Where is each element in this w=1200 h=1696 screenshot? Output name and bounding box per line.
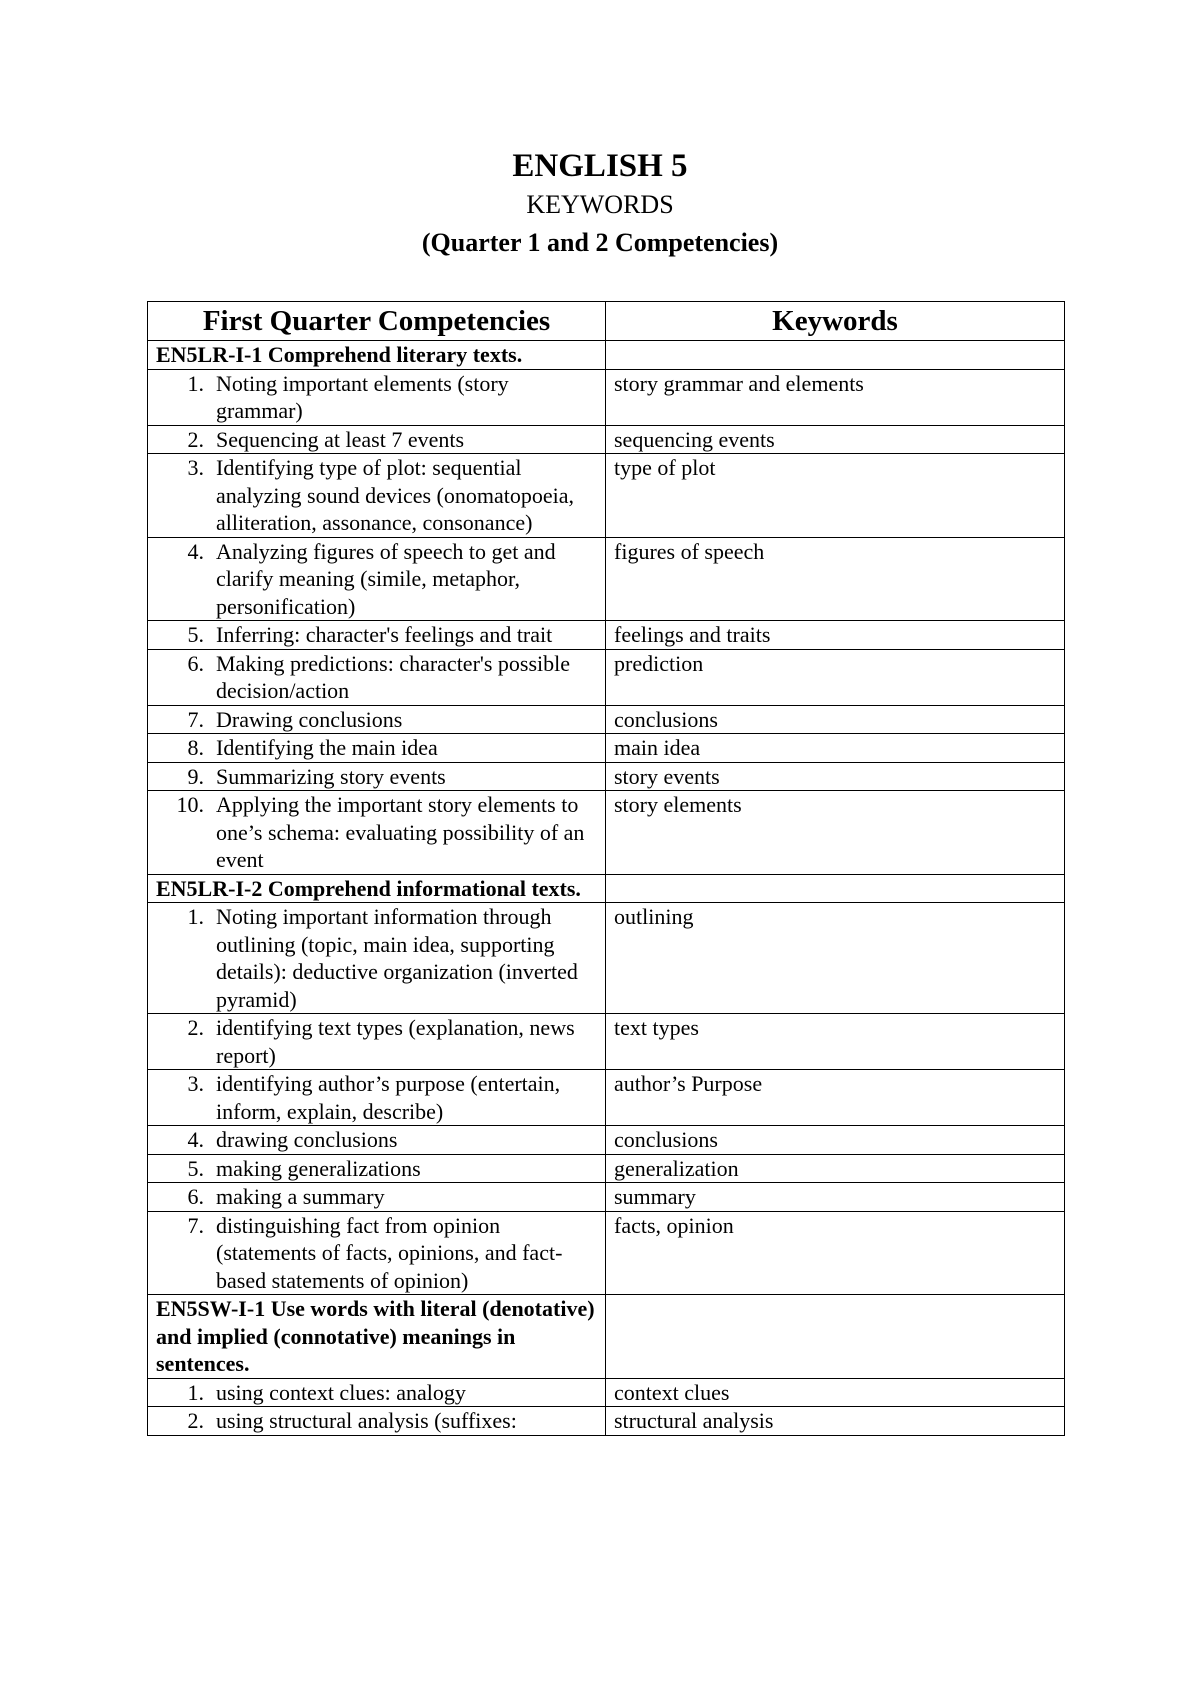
table-row — [148, 621, 1065, 650]
keyword-cell: type of plot — [606, 454, 1065, 538]
section-row — [148, 1295, 1065, 1379]
competency-cell — [148, 1183, 606, 1212]
competency-cell — [148, 454, 606, 538]
competency-cell — [148, 1378, 606, 1407]
list-item — [156, 903, 597, 1013]
item-number: 7. — [187, 706, 204, 732]
list-item — [156, 1070, 597, 1125]
item-text: drawing conclusions — [216, 1127, 398, 1152]
document-subtitle: KEYWORDS — [526, 190, 674, 219]
table-row — [148, 1014, 1065, 1070]
keyword-cell: context clues — [606, 1378, 1065, 1407]
competency-cell — [148, 369, 606, 425]
item-text: Noting important elements (story grammar) — [216, 370, 509, 423]
keyword-cell: prediction — [606, 649, 1065, 705]
item-text: making generalizations — [216, 1155, 421, 1181]
competency-cell — [148, 1407, 606, 1436]
competency-cell — [148, 1211, 606, 1295]
table-row — [148, 705, 1065, 734]
item-text: making a summary — [216, 1184, 385, 1209]
list-item — [156, 706, 597, 734]
item-number: 4. — [187, 1127, 204, 1152]
item-text: Sequencing at least 7 events — [216, 426, 465, 452]
keyword-cell: conclusions — [606, 705, 1065, 734]
keyword-cell: structural analysis — [606, 1407, 1065, 1436]
item-number: 5. — [187, 622, 204, 647]
table-row — [148, 762, 1065, 791]
table-row — [148, 425, 1065, 454]
keyword-cell: text types — [606, 1014, 1065, 1070]
list-item — [156, 1212, 597, 1295]
competency-cell — [148, 1295, 606, 1379]
list-item — [156, 791, 597, 874]
competency-cell — [148, 1126, 606, 1155]
item-number: 6. — [187, 650, 204, 676]
keyword-cell: generalization — [606, 1154, 1065, 1183]
section-heading: EN5LR-I-2 Comprehend informational texts. — [156, 875, 581, 901]
competency-cell — [148, 762, 606, 791]
competency-cell — [148, 1070, 606, 1126]
section-heading: EN5SW-I-1 Use words with literal (denotative) and implied (connotative) meanings in sentences. — [156, 1296, 595, 1376]
keyword-cell: story events — [606, 762, 1065, 791]
list-item — [156, 650, 597, 705]
keyword-cell — [606, 341, 1065, 370]
keyword-cell: conclusions — [606, 1126, 1065, 1155]
list-item — [156, 538, 597, 621]
item-text: identifying text types (explanation, news report) — [216, 1015, 575, 1068]
competency-cell — [148, 734, 606, 763]
keyword-cell: summary — [606, 1183, 1065, 1212]
competency-cell — [148, 425, 606, 454]
keyword-cell: story grammar and elements — [606, 369, 1065, 425]
table-header-row — [148, 302, 1065, 341]
list-item — [156, 763, 597, 791]
keyword-cell — [606, 1295, 1065, 1379]
table-row — [148, 1378, 1065, 1407]
item-number: 9. — [187, 763, 204, 789]
item-text: Summarizing story events — [216, 763, 446, 789]
competency-cell — [148, 791, 606, 875]
table-row — [148, 1126, 1065, 1155]
table-row — [148, 537, 1065, 621]
list-item — [156, 621, 597, 649]
item-number: 6. — [187, 1184, 204, 1209]
item-text: Analyzing figures of speech to get and clarify meaning (simile, metaphor, personification) — [216, 538, 556, 619]
keyword-cell: main idea — [606, 734, 1065, 763]
list-item — [156, 454, 597, 537]
item-number: 7. — [187, 1212, 204, 1238]
item-text: Inferring: character's feelings and trait — [216, 622, 553, 647]
competency-cell — [148, 1014, 606, 1070]
item-number: 8. — [187, 735, 204, 760]
list-item — [156, 426, 597, 454]
keyword-cell: outlining — [606, 903, 1065, 1014]
item-number: 1. — [187, 370, 204, 396]
table-row — [148, 1183, 1065, 1212]
keyword-cell: story elements — [606, 791, 1065, 875]
competency-cell — [148, 903, 606, 1014]
table-row — [148, 791, 1065, 875]
item-number: 3. — [187, 1071, 204, 1096]
list-item — [156, 1014, 597, 1069]
competency-cell — [148, 649, 606, 705]
competency-cell — [148, 1154, 606, 1183]
list-item — [156, 1407, 597, 1435]
table-row — [148, 903, 1065, 1014]
competency-cell — [148, 341, 606, 370]
competency-cell — [148, 705, 606, 734]
document-subtitle-quarters: (Quarter 1 and 2 Competencies) — [421, 228, 779, 257]
table-row — [148, 1070, 1065, 1126]
competency-cell — [148, 537, 606, 621]
item-number: 2. — [187, 1015, 204, 1040]
section-heading: EN5LR-I-1 Comprehend literary texts. — [156, 342, 523, 367]
item-number: 3. — [187, 455, 204, 480]
item-number: 5. — [187, 1155, 204, 1181]
document-title: ENGLISH 5 — [512, 148, 688, 184]
header-keywords: Keywords — [606, 302, 1065, 341]
list-item — [156, 1379, 597, 1407]
section-row — [148, 874, 1065, 903]
table-row — [148, 369, 1065, 425]
item-number: 4. — [187, 538, 204, 564]
keyword-cell: author’s Purpose — [606, 1070, 1065, 1126]
keyword-cell — [606, 874, 1065, 903]
table-row — [148, 454, 1065, 538]
list-item — [156, 370, 597, 425]
item-text: identifying author’s purpose (entertain, inform, explain, describe) — [216, 1071, 561, 1124]
keyword-cell: figures of speech — [606, 537, 1065, 621]
keyword-cell: feelings and traits — [606, 621, 1065, 650]
item-text: using structural analysis (suffixes: — [216, 1408, 517, 1433]
list-item — [156, 1183, 597, 1211]
item-number: 2. — [187, 426, 204, 452]
list-item — [156, 1155, 597, 1183]
header-competencies: First Quarter Competencies — [148, 302, 606, 341]
table-row — [148, 649, 1065, 705]
item-text: Drawing conclusions — [216, 706, 403, 732]
table-row — [148, 1211, 1065, 1295]
document-header — [0, 146, 1200, 262]
section-row — [148, 341, 1065, 370]
list-item — [156, 734, 597, 762]
item-text: using context clues: analogy — [216, 1379, 466, 1405]
item-number: 1. — [187, 1379, 204, 1405]
item-text: Noting important information through outlining (topic, main idea, supporting details): deductive organization (inverted pyramid) — [216, 904, 578, 1012]
table-row — [148, 1407, 1065, 1436]
table-row — [148, 734, 1065, 763]
competency-cell — [148, 621, 606, 650]
list-item — [156, 1126, 597, 1154]
item-text: Identifying type of plot: sequential analyzing sound devices (onomatopoeia, alliteration, assonance, consonance) — [216, 455, 575, 535]
item-number: 2. — [187, 1408, 204, 1433]
item-text: Applying the important story elements to one’s schema: evaluating possibility of an event — [216, 792, 585, 872]
keyword-cell: facts, opinion — [606, 1211, 1065, 1295]
item-text: Making predictions: character's possible decision/action — [216, 650, 571, 703]
competencies-table — [147, 301, 1065, 1436]
competency-cell — [148, 874, 606, 903]
item-text: Identifying the main idea — [216, 735, 438, 760]
item-number: 10. — [176, 792, 204, 817]
table-row — [148, 1154, 1065, 1183]
keyword-cell: sequencing events — [606, 425, 1065, 454]
item-text: distinguishing fact from opinion (statements of facts, opinions, and fact-based statements of opinion) — [216, 1212, 563, 1293]
item-number: 1. — [187, 904, 204, 929]
